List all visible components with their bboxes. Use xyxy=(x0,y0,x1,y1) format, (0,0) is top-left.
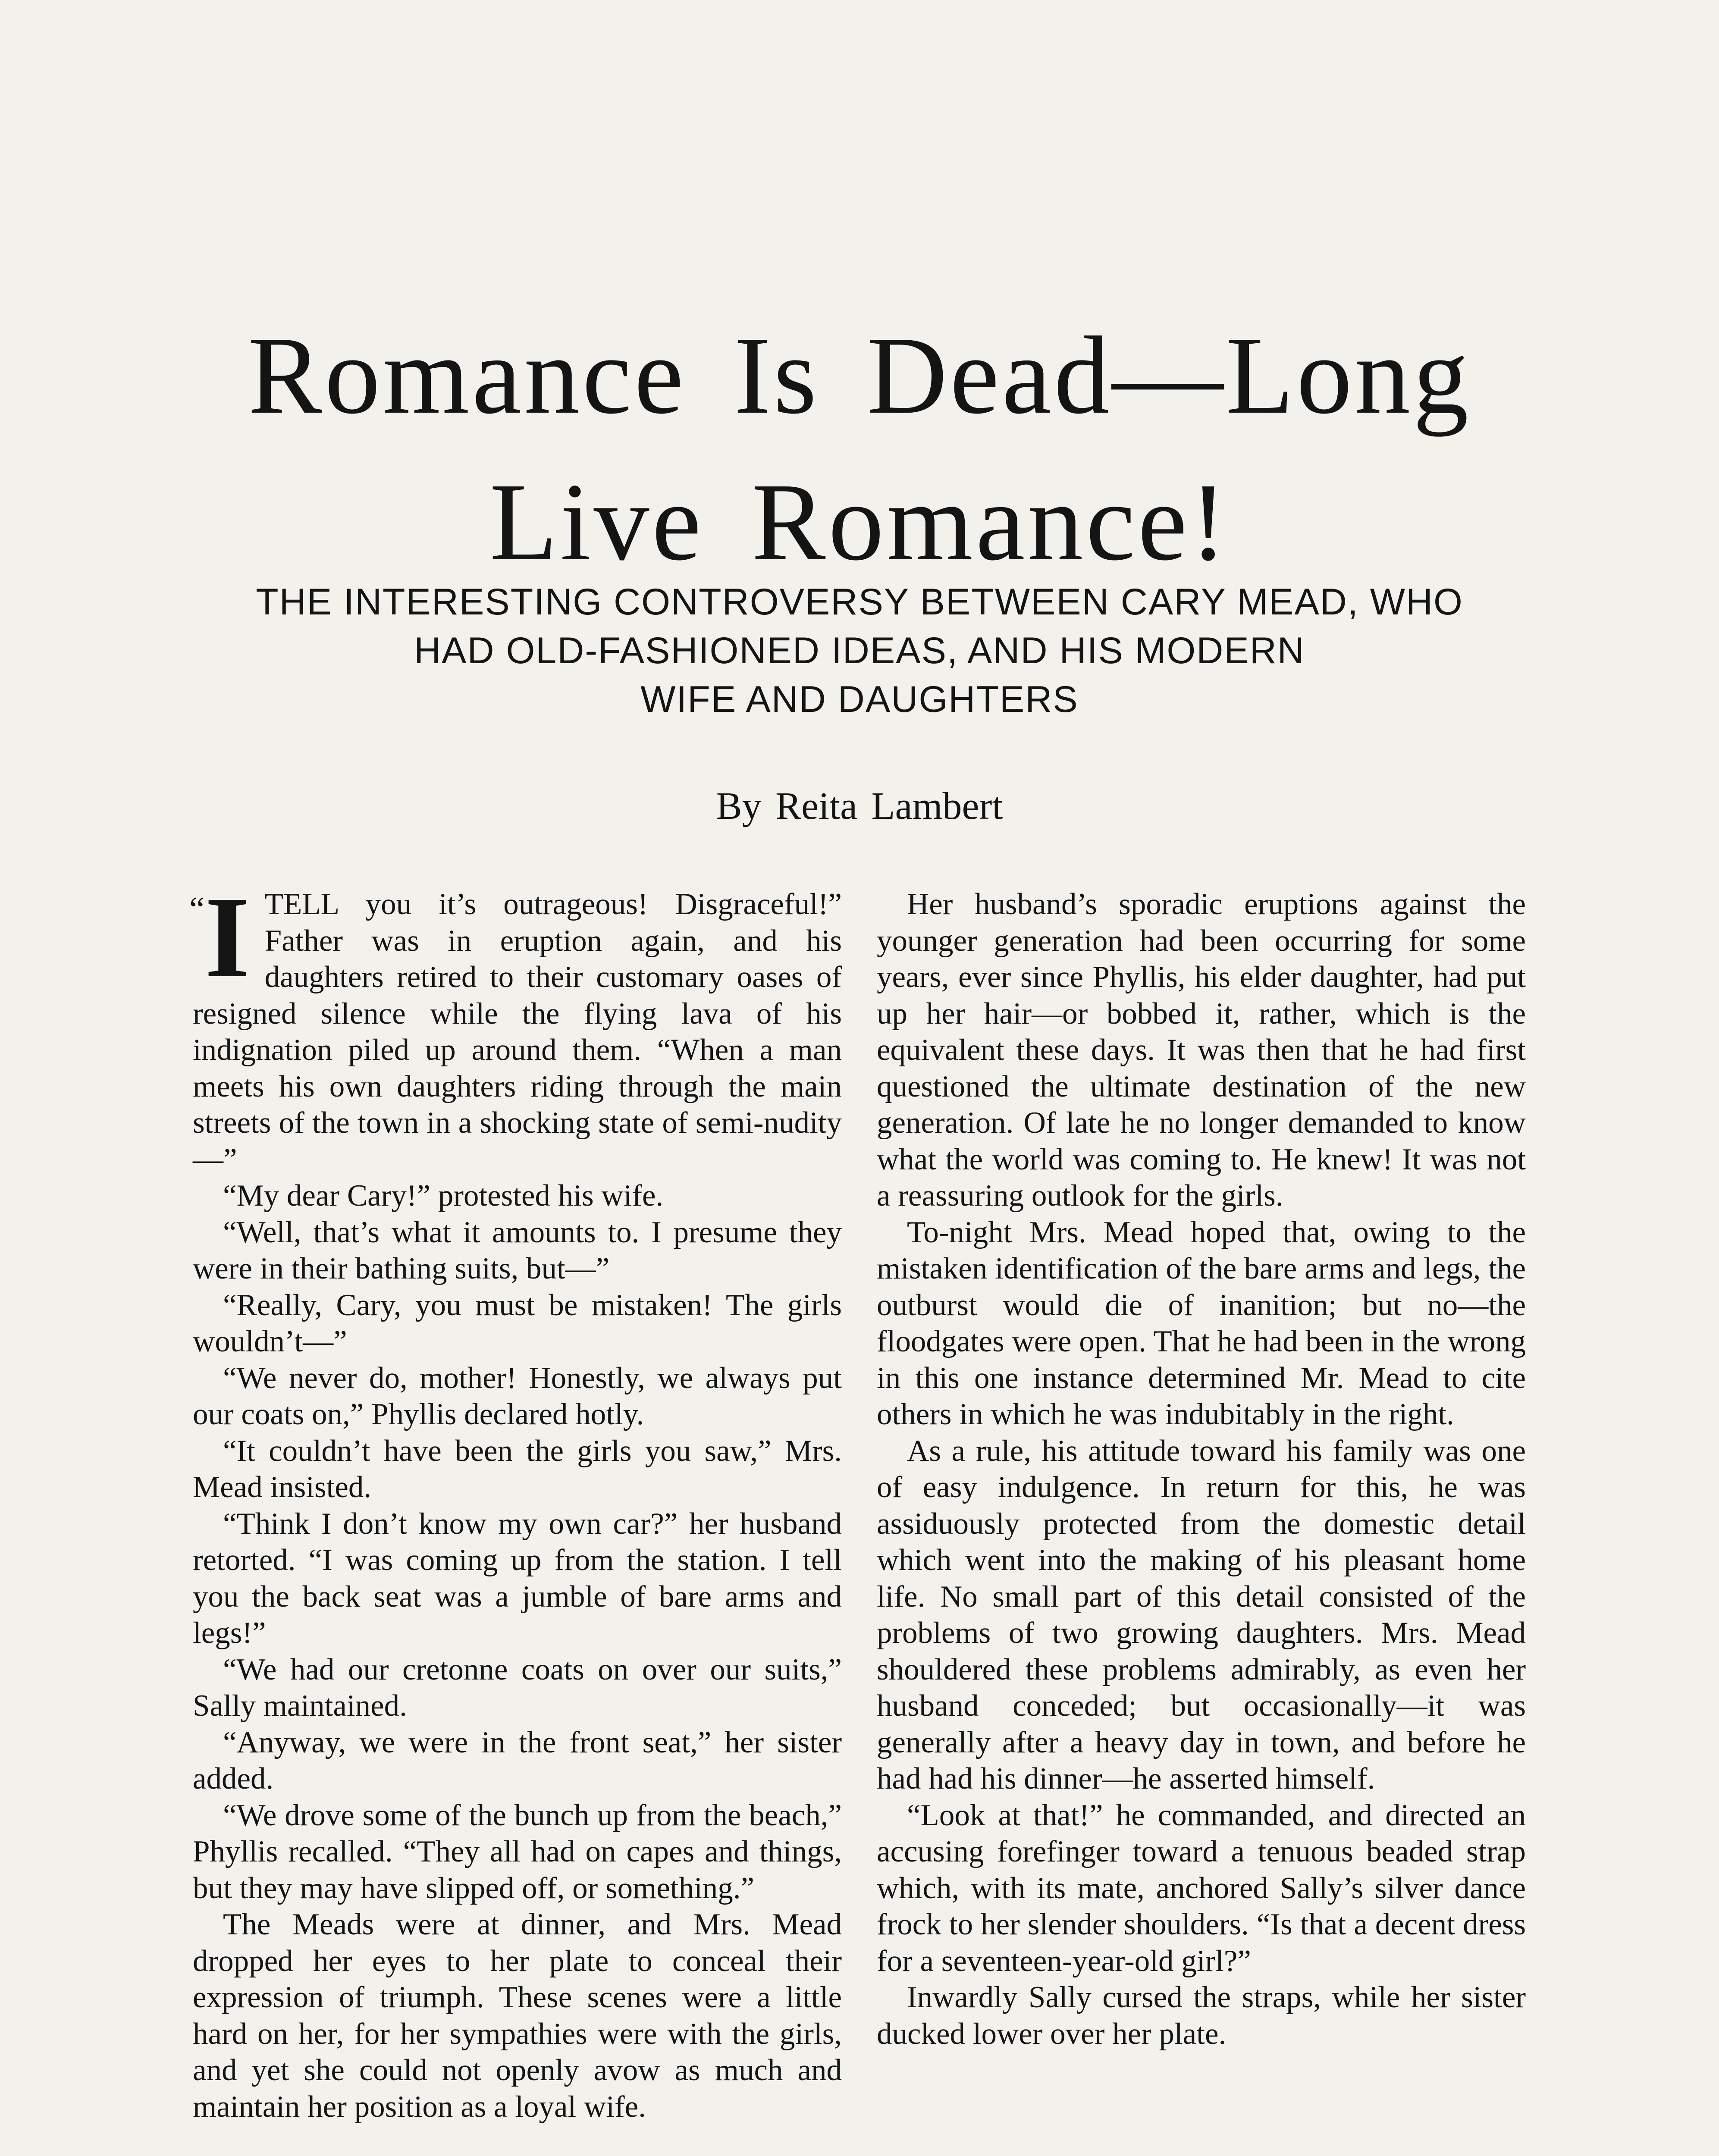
paragraph: “Think I don’t know my own car?” her husband retorted. “I was coming up from the station. I tell you the back seat was a jumble of bare arms and legs!” xyxy=(193,1507,842,1650)
paragraph: To-night Mrs. Mead hoped that, owing to the mistaken identification of the bare arms and legs, the outburst would die of inanition; but no—the floodgates were open. That he had been in the wrong in this one instance determined Mr. Mead to cite others in which he was indubitably in the right. xyxy=(877,1215,1526,1431)
paragraph: “Really, Cary, you must be mistaken! The girls wouldn’t—” xyxy=(193,1288,842,1358)
paragraph: Her husband’s sporadic eruptions against the younger generation had been occurring for some years, ever since Phyllis, his elder daughter, had put up her hair—or bobbed it, rather, which is the equivalent these days. It was then that he had first questioned the ultimate destination of the new generation. Of late he no longer demanded to know what the world was coming to. He knew! It was not a reassuring outlook for the girls. xyxy=(877,887,1526,1213)
left-column xyxy=(189,873,842,2125)
paragraph: “Anyway, we were in the front seat,” her sister added. xyxy=(193,1725,842,1796)
paragraph: “My dear Cary!” protested his wife. xyxy=(223,1179,664,1213)
drop-cap: “I xyxy=(189,873,250,1002)
title-line-2: Live Romance! xyxy=(489,460,1230,583)
paragraph: “We never do, mother! Honestly, we always put our coats on,” Phyllis declared hotly. xyxy=(193,1361,842,1431)
paragraph: “We drove some of the bunch up from the beach,” Phyllis recalled. “They all had on capes and things, but they may have slipped off, or something.” xyxy=(193,1798,842,1905)
right-column xyxy=(877,886,1526,2052)
byline: By Reita Lambert xyxy=(716,785,1003,827)
paragraph: “It couldn’t have been the girls you saw,” Mrs. Mead insisted. xyxy=(193,1434,842,1504)
paragraph: Inwardly Sally cursed the straps, while her sister ducked lower over her plate. xyxy=(877,1981,1526,2051)
subtitle-line-3: WIFE AND DAUGHTERS xyxy=(640,679,1079,720)
paragraph: “We had our cretonne coats on over our suits,” Sally maintained. xyxy=(193,1652,842,1723)
article-title xyxy=(129,302,1590,595)
article-subtitle xyxy=(181,578,1538,724)
paragraph: “Well, that’s what it amounts to. I presume they were in their bathing suits, but—” xyxy=(193,1215,842,1285)
paragraph: “Look at that!” he commanded, and directed an accusing forefinger toward a tenuous beaded strap which, with its mate, anchored Sally’s silver dance frock to her slender shoulders. “Is that a decent dress for a seventeen-year-old girl?” xyxy=(877,1798,1526,1978)
paragraph: TELL you it’s outrageous! Disgraceful!” Father was in eruption again, and his daughters retired to their customary oases of resigned silence while the flying lava of his indignation piled up around them. “When a man meets his own daughters riding through the main streets of the town in a shocking state of semi-nudity—” xyxy=(193,887,842,1176)
subtitle-line-2: HAD OLD-FASHIONED IDEAS, AND HIS MODERN xyxy=(414,630,1305,671)
title-line-1: Romance Is Dead—Long xyxy=(248,313,1471,437)
subtitle-line-1: THE INTERESTING CONTROVERSY BETWEEN CARY MEAD, WHO xyxy=(256,581,1463,623)
paragraph: The Meads were at dinner, and Mrs. Mead dropped her eyes to her plate to conceal their expression of triumph. These scenes were a little hard on her, for her sympathies were with the girls, and yet she could not openly avow as much and maintain her position as a loyal wife. xyxy=(193,1908,842,2124)
paragraph: As a rule, his attitude toward his family was one of easy indulgence. In return for this, he was assiduously protected from the domestic detail which went into the making of his pleasant home life. No small part of this detail consisted of the problems of two growing daughters. Mrs. Mead shouldered these problems admirably, as even her husband conceded; but occasionally—it was generally after a heavy day in town, and before he had had his dinner—he asserted himself. xyxy=(877,1434,1526,1796)
